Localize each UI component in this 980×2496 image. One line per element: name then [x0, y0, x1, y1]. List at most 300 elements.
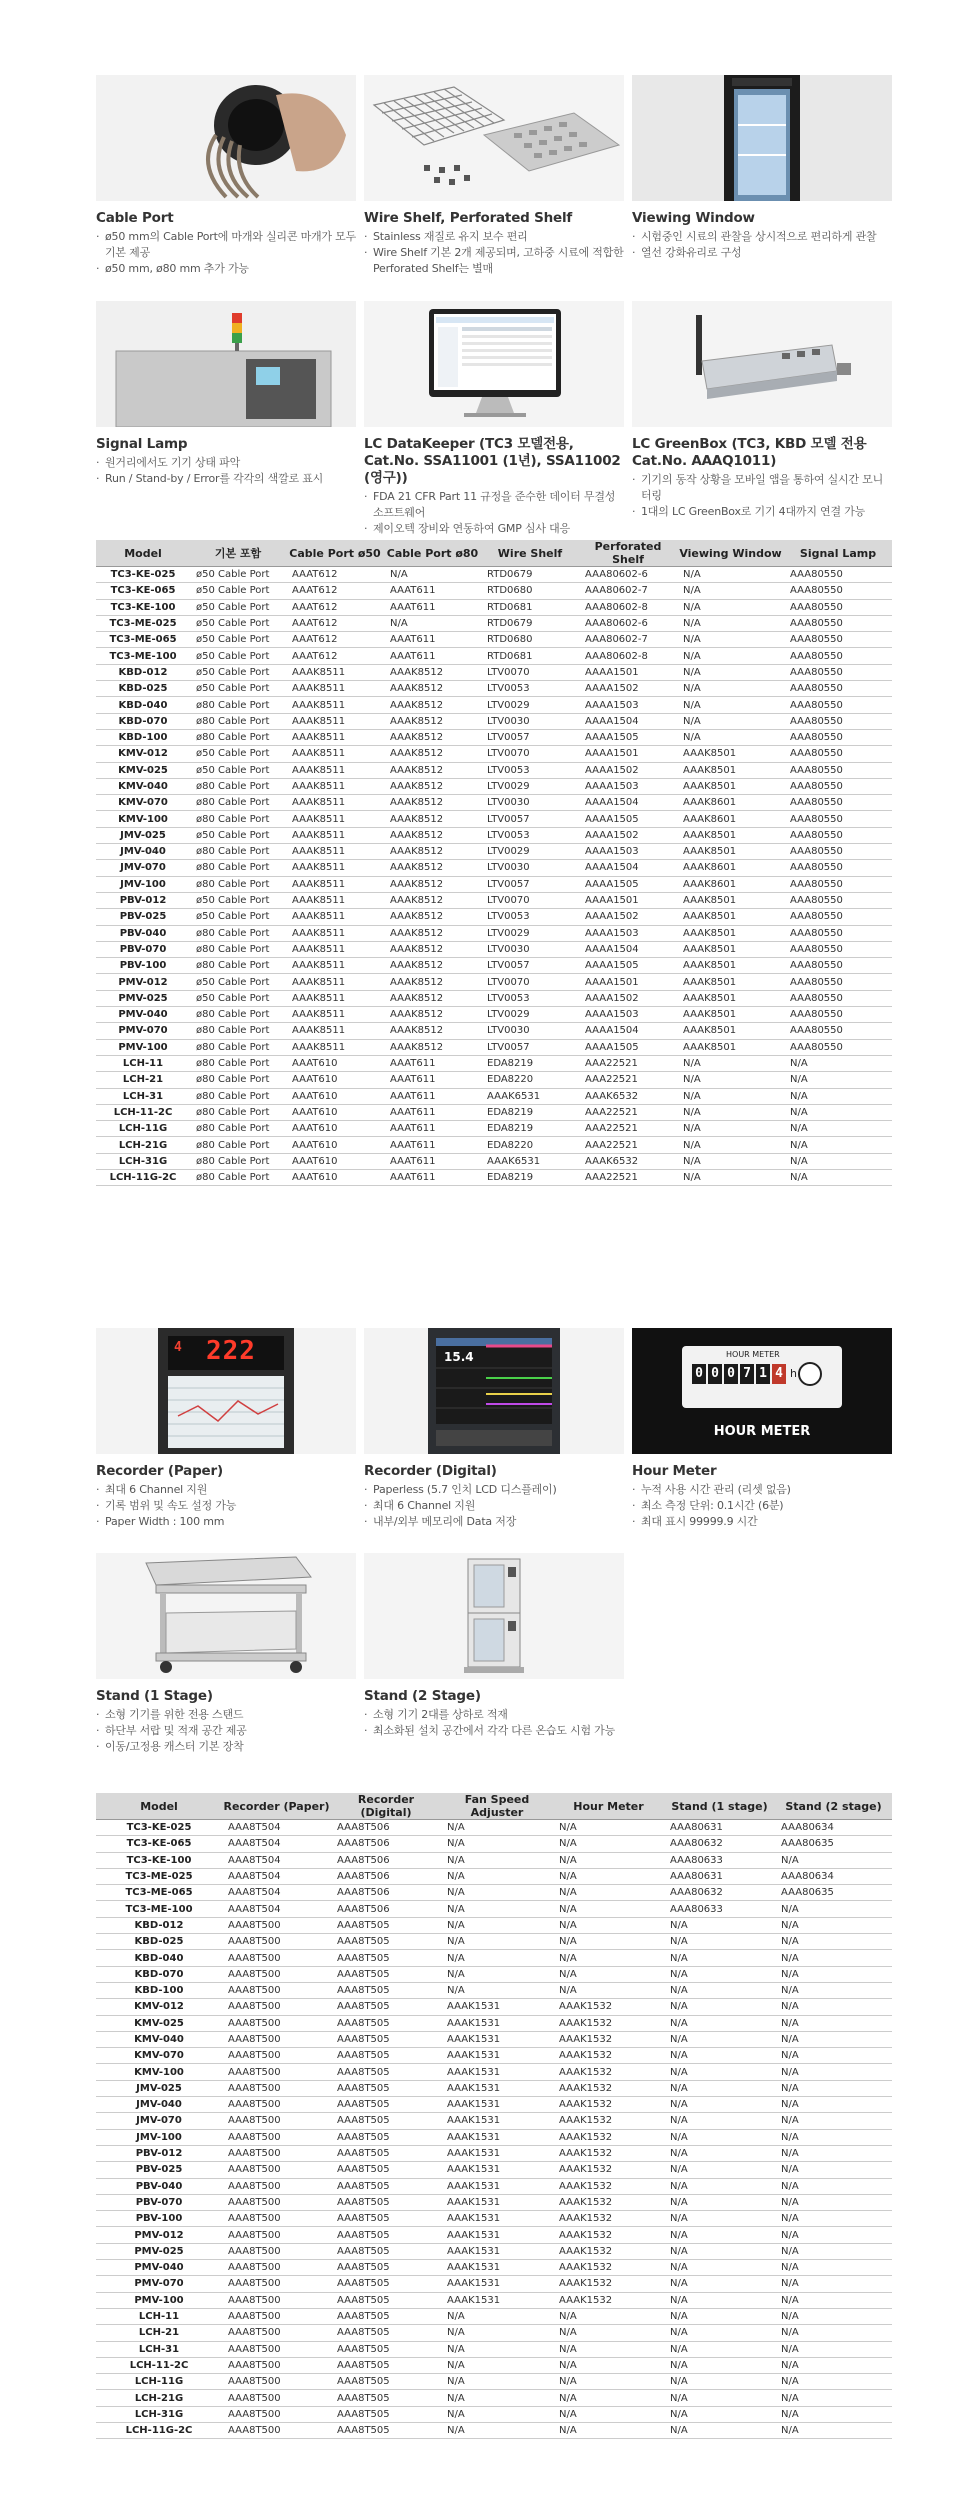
table-cell: N/A: [664, 2374, 775, 2390]
model-cell: KBD-070: [96, 713, 190, 729]
model-cell: LCH-31G: [96, 2406, 222, 2422]
table-cell: AAAK8601: [677, 795, 784, 811]
table-cell: N/A: [775, 2227, 892, 2243]
card-title: LC GreenBox (TC3, KBD 모델 전용 Cat.No. AAAQ1011): [632, 436, 867, 469]
table-cell: AAAK8511: [286, 958, 384, 974]
table-cell: N/A: [784, 1072, 892, 1088]
table-cell: AAAK8512: [384, 811, 481, 827]
table-row: [96, 2015, 892, 2031]
table-cell: AAA8T505: [331, 2422, 441, 2438]
table-row: [96, 713, 892, 729]
table-cell: RTD0681: [481, 648, 579, 664]
table-cell: ø80 Cable Port: [190, 795, 286, 811]
table-cell: N/A: [775, 2113, 892, 2129]
table-cell: N/A: [677, 697, 784, 713]
table-cell: AAAT611: [384, 1121, 481, 1137]
table-row: [96, 990, 892, 1006]
table-cell: AAA8T500: [222, 2097, 331, 2113]
table-row: [96, 697, 892, 713]
table-cell: AAAK8512: [384, 729, 481, 745]
table-row: [96, 860, 892, 876]
table-cell: AAAK1532: [553, 2048, 664, 2064]
table-cell: ø80 Cable Port: [190, 778, 286, 794]
bullet: · 누적 사용 시간 관리 (리셋 없음): [632, 1482, 892, 1498]
table-cell: N/A: [441, 1950, 553, 1966]
table-cell: AAAK1532: [553, 2031, 664, 2047]
table-cell: ø80 Cable Port: [190, 1055, 286, 1071]
table-cell: AAAT611: [384, 1153, 481, 1169]
table-cell: AAA80550: [784, 567, 892, 583]
table-header-row: [96, 1793, 892, 1820]
table-cell: AAAK1532: [553, 2178, 664, 2194]
table-cell: AAA22521: [579, 1169, 677, 1185]
table-cell: AAAT611: [384, 1169, 481, 1185]
table-row: [96, 599, 892, 615]
table-cell: N/A: [553, 2325, 664, 2341]
table-cell: N/A: [677, 713, 784, 729]
counter-digit: 0: [692, 1364, 706, 1384]
table-cell: N/A: [553, 2357, 664, 2373]
model-cell: LCH-11: [96, 2308, 222, 2324]
table-cell: AAA8T500: [222, 2227, 331, 2243]
table-cell: AAA8T505: [331, 1982, 441, 1998]
table-cell: N/A: [775, 1982, 892, 1998]
table-cell: AAA8T500: [222, 2308, 331, 2324]
table-cell: AAAK1531: [441, 2064, 553, 2080]
table-cell: AAA8T505: [331, 2178, 441, 2194]
table-row: [96, 1999, 892, 2015]
table-cell: N/A: [664, 1966, 775, 1982]
table-cell: RTD0679: [481, 615, 579, 631]
table-cell: N/A: [677, 599, 784, 615]
column-header: Model: [96, 1793, 222, 1820]
table-cell: N/A: [553, 2374, 664, 2390]
table-cell: AAAK1531: [441, 2031, 553, 2047]
table-cell: AAA8T500: [222, 2145, 331, 2161]
table-cell: AAAA1503: [579, 844, 677, 860]
table-cell: N/A: [775, 2276, 892, 2292]
table-cell: N/A: [664, 2064, 775, 2080]
table-cell: AAA8T500: [222, 2292, 331, 2308]
table-cell: AAAA1502: [579, 909, 677, 925]
table-cell: AAAA1505: [579, 729, 677, 745]
table-cell: AAA8T500: [222, 2260, 331, 2276]
table-row: [96, 1023, 892, 1039]
table-cell: AAA80550: [784, 941, 892, 957]
table-cell: N/A: [441, 2357, 553, 2373]
table-cell: N/A: [677, 583, 784, 599]
table-row: [96, 1153, 892, 1169]
table-cell: AAA8T505: [331, 2357, 441, 2373]
table-cell: AAA80550: [784, 925, 892, 941]
table-cell: LTV0057: [481, 1039, 579, 1055]
table-cell: AAAA1503: [579, 697, 677, 713]
table-cell: AAA80550: [784, 713, 892, 729]
table-cell: AAAT610: [286, 1072, 384, 1088]
table-cell: AAA80602-7: [579, 632, 677, 648]
table-cell: AAA80550: [784, 1007, 892, 1023]
column-header: Stand (2 stage): [775, 1793, 892, 1820]
table-cell: N/A: [664, 1934, 775, 1950]
table-cell: AAA22521: [579, 1137, 677, 1153]
table-cell: AAAK1531: [441, 2178, 553, 2194]
table-cell: AAAT612: [286, 615, 384, 631]
table-cell: LTV0053: [481, 762, 579, 778]
table-cell: AAAK8512: [384, 746, 481, 762]
table-cell: AAAT611: [384, 648, 481, 664]
table-cell: AAAK1532: [553, 2227, 664, 2243]
table-cell: ø50 Cable Port: [190, 746, 286, 762]
table-cell: ø80 Cable Port: [190, 713, 286, 729]
table-cell: AAA8T505: [331, 2308, 441, 2324]
table-cell: N/A: [441, 2308, 553, 2324]
table-row: [96, 844, 892, 860]
table-cell: LTV0030: [481, 1023, 579, 1039]
table-cell: AAAK1531: [441, 2194, 553, 2210]
model-cell: LCH-21: [96, 2325, 222, 2341]
table-cell: AAA80635: [775, 1885, 892, 1901]
table-cell: AAAT611: [384, 1088, 481, 1104]
model-cell: PMV-025: [96, 990, 190, 1006]
table-cell: AAAK1531: [441, 2097, 553, 2113]
table-cell: AAAT612: [286, 599, 384, 615]
model-cell: KBD-012: [96, 1917, 222, 1933]
table-cell: ø50 Cable Port: [190, 974, 286, 990]
table-cell: AAAK8512: [384, 664, 481, 680]
table-cell: LTV0030: [481, 941, 579, 957]
table-cell: AAA22521: [579, 1121, 677, 1137]
table-cell: N/A: [775, 1917, 892, 1933]
table-cell: AAAK1531: [441, 2162, 553, 2178]
table-row: [96, 1820, 892, 1836]
table-cell: AAAK8512: [384, 990, 481, 1006]
model-cell: KBD-100: [96, 729, 190, 745]
table-cell: AAAK1531: [441, 2276, 553, 2292]
card-title: Viewing Window: [632, 210, 755, 226]
model-cell: LCH-31: [96, 2341, 222, 2357]
table-row: [96, 762, 892, 778]
table-cell: LTV0029: [481, 1007, 579, 1023]
table-cell: AAAK8501: [677, 827, 784, 843]
table-cell: AAAK8512: [384, 892, 481, 908]
model-cell: PBV-012: [96, 2145, 222, 2161]
table-cell: AAA80550: [784, 778, 892, 794]
table-cell: AAAA1504: [579, 941, 677, 957]
bullet: · 최소 측정 단위: 0.1시간 (6분): [632, 1498, 892, 1514]
model-cell: KMV-025: [96, 762, 190, 778]
table-cell: N/A: [775, 2015, 892, 2031]
model-cell: PMV-040: [96, 1007, 190, 1023]
table-cell: AAAK8501: [677, 974, 784, 990]
model-cell: TC3-KE-065: [96, 583, 190, 599]
table-row: [96, 2243, 892, 2259]
card-title: LC DataKeeper (TC3 모델전용, Cat.No. SSA11001 (1년), SSA11002 (영구)): [364, 436, 621, 486]
model-cell: PBV-025: [96, 909, 190, 925]
table-cell: AAAT610: [286, 1055, 384, 1071]
table-cell: AAA80602-6: [579, 567, 677, 583]
table-cell: N/A: [677, 1088, 784, 1104]
table-cell: AAAK8501: [677, 762, 784, 778]
table-cell: N/A: [664, 2227, 775, 2243]
table-cell: N/A: [441, 1836, 553, 1852]
table-cell: N/A: [775, 1852, 892, 1868]
table-cell: AAAT612: [286, 648, 384, 664]
table-cell: N/A: [677, 1072, 784, 1088]
table-cell: AAA8T505: [331, 2243, 441, 2259]
table-cell: EDA8220: [481, 1137, 579, 1153]
table-cell: AAA8T505: [331, 2048, 441, 2064]
table-cell: AAAK1532: [553, 2064, 664, 2080]
model-cell: TC3-KE-100: [96, 599, 190, 615]
table-cell: AAAK8512: [384, 762, 481, 778]
table-cell: N/A: [441, 1885, 553, 1901]
table-cell: AAA8T505: [331, 2129, 441, 2145]
table-cell: N/A: [677, 1137, 784, 1153]
table-cell: LTV0070: [481, 974, 579, 990]
table-cell: AAA8T500: [222, 2422, 331, 2438]
card-lc-datakeeper: [364, 301, 624, 537]
counter-digit: 0: [708, 1364, 722, 1384]
table-row: [96, 2357, 892, 2373]
table-cell: N/A: [775, 1966, 892, 1982]
table-cell: N/A: [553, 1868, 664, 1884]
table-cell: AAAT611: [384, 1055, 481, 1071]
column-header: Cable Port ø80: [384, 540, 481, 567]
table-cell: AAA80550: [784, 729, 892, 745]
table-cell: AAA80550: [784, 1039, 892, 1055]
table-cell: LTV0070: [481, 664, 579, 680]
table-cell: ø80 Cable Port: [190, 1137, 286, 1153]
table-cell: N/A: [664, 2292, 775, 2308]
card-title: Recorder (Paper): [96, 1463, 223, 1479]
model-cell: LCH-11-2C: [96, 1104, 190, 1120]
table-cell: N/A: [775, 2308, 892, 2324]
table-row: [96, 632, 892, 648]
card-viewing-window: [632, 75, 892, 277]
table-row: [96, 2211, 892, 2227]
table-cell: N/A: [775, 2031, 892, 2047]
table-row: [96, 1088, 892, 1104]
table-row: [96, 1836, 892, 1852]
bullet: · Paperless (5.7 인치 LCD 디스플레이): [364, 1482, 624, 1498]
accessory-grid-2: [96, 301, 892, 537]
table-cell: AAAT611: [384, 1072, 481, 1088]
model-cell: KMV-040: [96, 2031, 222, 2047]
table-cell: N/A: [441, 1868, 553, 1884]
table-row: [96, 1072, 892, 1088]
table-cell: AAAT612: [286, 632, 384, 648]
table-cell: N/A: [775, 1901, 892, 1917]
table-cell: AAA22521: [579, 1104, 677, 1120]
table-cell: N/A: [677, 681, 784, 697]
table-row: [96, 2178, 892, 2194]
table-row: [96, 925, 892, 941]
table-cell: AAAK1532: [553, 2162, 664, 2178]
table-cell: ø80 Cable Port: [190, 1169, 286, 1185]
table-row: [96, 2308, 892, 2324]
column-header: Hour Meter: [553, 1793, 664, 1820]
table-cell: AAAK8512: [384, 958, 481, 974]
bullet: · 기록 범위 및 속도 설정 가능: [96, 1498, 356, 1514]
table-cell: AAA80602-8: [579, 599, 677, 615]
table-cell: N/A: [677, 567, 784, 583]
table-row: [96, 1121, 892, 1137]
table-cell: AAA80550: [784, 958, 892, 974]
table-cell: ø80 Cable Port: [190, 811, 286, 827]
table-cell: AAAK8511: [286, 827, 384, 843]
stand-1-stage-image: [96, 1553, 356, 1679]
table-cell: N/A: [664, 2211, 775, 2227]
table-cell: N/A: [553, 1852, 664, 1868]
table-cell: N/A: [664, 2260, 775, 2276]
model-cell: TC3-ME-065: [96, 632, 190, 648]
table-cell: AAAK1532: [553, 2243, 664, 2259]
table-cell: AAA8T500: [222, 2211, 331, 2227]
table-cell: N/A: [775, 1999, 892, 2015]
counter-digit: 0: [724, 1364, 738, 1384]
column-header: Perforated Shelf: [579, 540, 677, 567]
table-cell: AAA80631: [664, 1820, 775, 1836]
model-cell: LCH-11-2C: [96, 2357, 222, 2373]
model-cell: KBD-100: [96, 1982, 222, 1998]
table-cell: N/A: [775, 2341, 892, 2357]
table-cell: N/A: [441, 2406, 553, 2422]
table-cell: N/A: [677, 729, 784, 745]
hour-meter-label: HOUR METER: [726, 1350, 780, 1359]
table-cell: ø50 Cable Port: [190, 762, 286, 778]
table-cell: N/A: [775, 2422, 892, 2438]
table-cell: N/A: [441, 1820, 553, 1836]
table-cell: AAA8T504: [222, 1868, 331, 1884]
table-cell: AAAT611: [384, 583, 481, 599]
table-cell: AAAK8511: [286, 762, 384, 778]
model-cell: KMV-012: [96, 746, 190, 762]
table-cell: AAAT610: [286, 1137, 384, 1153]
table-cell: N/A: [441, 1917, 553, 1933]
table-cell: AAA8T500: [222, 2064, 331, 2080]
table-cell: AAAK8501: [677, 990, 784, 1006]
table-cell: AAAT610: [286, 1104, 384, 1120]
counter-digit: 7: [740, 1364, 754, 1384]
table-cell: N/A: [775, 2211, 892, 2227]
table-cell: AAA8T500: [222, 2194, 331, 2210]
accessory-grid-4: [96, 1553, 892, 1755]
table-cell: AAAK8512: [384, 778, 481, 794]
table-cell: LTV0029: [481, 697, 579, 713]
table-cell: AAA80631: [664, 1868, 775, 1884]
table-cell: AAA8T505: [331, 2292, 441, 2308]
table-cell: ø50 Cable Port: [190, 892, 286, 908]
table-cell: EDA8220: [481, 1072, 579, 1088]
table-cell: AAAK8512: [384, 1039, 481, 1055]
table-cell: ø50 Cable Port: [190, 648, 286, 664]
model-cell: KMV-012: [96, 1999, 222, 2015]
card-stand-2-stage: [364, 1553, 624, 1755]
table-cell: ø50 Cable Port: [190, 615, 286, 631]
table-cell: N/A: [664, 1917, 775, 1933]
table-cell: EDA8219: [481, 1169, 579, 1185]
table-cell: AAA8T504: [222, 1901, 331, 1917]
table-cell: N/A: [775, 1950, 892, 1966]
table-cell: N/A: [441, 1982, 553, 1998]
table-cell: AAA80633: [664, 1852, 775, 1868]
table-row: [96, 2406, 892, 2422]
table-cell: RTD0681: [481, 599, 579, 615]
table-cell: AAAK8501: [677, 1007, 784, 1023]
recorder-digital-image: [364, 1328, 624, 1454]
model-cell: PBV-012: [96, 892, 190, 908]
table-row: [96, 2162, 892, 2178]
table-cell: AAA8T500: [222, 2048, 331, 2064]
card-wire-shelf: [364, 75, 624, 277]
table-row: [96, 1852, 892, 1868]
table-cell: N/A: [775, 2145, 892, 2161]
table-cell: LTV0030: [481, 860, 579, 876]
table-row: [96, 941, 892, 957]
model-cell: KMV-100: [96, 811, 190, 827]
table-cell: AAA8T506: [331, 1852, 441, 1868]
table-cell: N/A: [664, 2048, 775, 2064]
accessory-grid-1: [96, 75, 892, 277]
table-cell: N/A: [677, 1121, 784, 1137]
table-cell: N/A: [664, 2194, 775, 2210]
model-cell: TC3-KE-065: [96, 1836, 222, 1852]
table-cell: AAAK8501: [677, 1039, 784, 1055]
table-cell: AAA8T504: [222, 1836, 331, 1852]
model-cell: PMV-100: [96, 1039, 190, 1055]
table-cell: AAAA1502: [579, 762, 677, 778]
table-row: [96, 1055, 892, 1071]
bullet: · Wire Shelf 기본 2개 제공되며, 고하중 시료에 적합한 Perforated Shelf는 별매: [364, 245, 624, 277]
table-cell: AAAK1531: [441, 2080, 553, 2096]
table-cell: N/A: [664, 2325, 775, 2341]
model-cell: JMV-025: [96, 2080, 222, 2096]
model-cell: LCH-31: [96, 1088, 190, 1104]
table-cell: N/A: [775, 2292, 892, 2308]
model-cell: TC3-ME-100: [96, 648, 190, 664]
table-cell: AAAA1502: [579, 990, 677, 1006]
table-cell: AAA8T505: [331, 1999, 441, 2015]
table-cell: AAAK8501: [677, 941, 784, 957]
table-cell: AAAT610: [286, 1153, 384, 1169]
table-cell: AAA8T500: [222, 2406, 331, 2422]
table-row: [96, 1039, 892, 1055]
card-lc-greenbox: [632, 301, 892, 537]
table-cell: AAAK8501: [677, 778, 784, 794]
model-cell: JMV-040: [96, 2097, 222, 2113]
table-cell: N/A: [784, 1055, 892, 1071]
table-cell: AAA80632: [664, 1885, 775, 1901]
table-cell: ø80 Cable Port: [190, 1153, 286, 1169]
table-cell: AAA8T506: [331, 1836, 441, 1852]
table-cell: ø50 Cable Port: [190, 681, 286, 697]
table-cell: N/A: [441, 1934, 553, 1950]
table-cell: AAA8T500: [222, 2357, 331, 2373]
table-cell: AAAK8501: [677, 746, 784, 762]
model-cell: KMV-100: [96, 2064, 222, 2080]
table-cell: AAAK8512: [384, 1023, 481, 1039]
table-cell: AAA8T505: [331, 2260, 441, 2276]
table-cell: N/A: [553, 2422, 664, 2438]
column-header: Recorder (Paper): [222, 1793, 331, 1820]
table-cell: N/A: [775, 2406, 892, 2422]
card-title: Cable Port: [96, 210, 174, 226]
bullet: · 소형 기기를 위한 전용 스탠드: [96, 1707, 356, 1723]
bullet: · 시험중인 시료의 관찰을 상시적으로 편리하게 관찰: [632, 229, 892, 245]
table-cell: AAA80634: [775, 1868, 892, 1884]
table-cell: ø80 Cable Port: [190, 876, 286, 892]
table-cell: LTV0053: [481, 827, 579, 843]
